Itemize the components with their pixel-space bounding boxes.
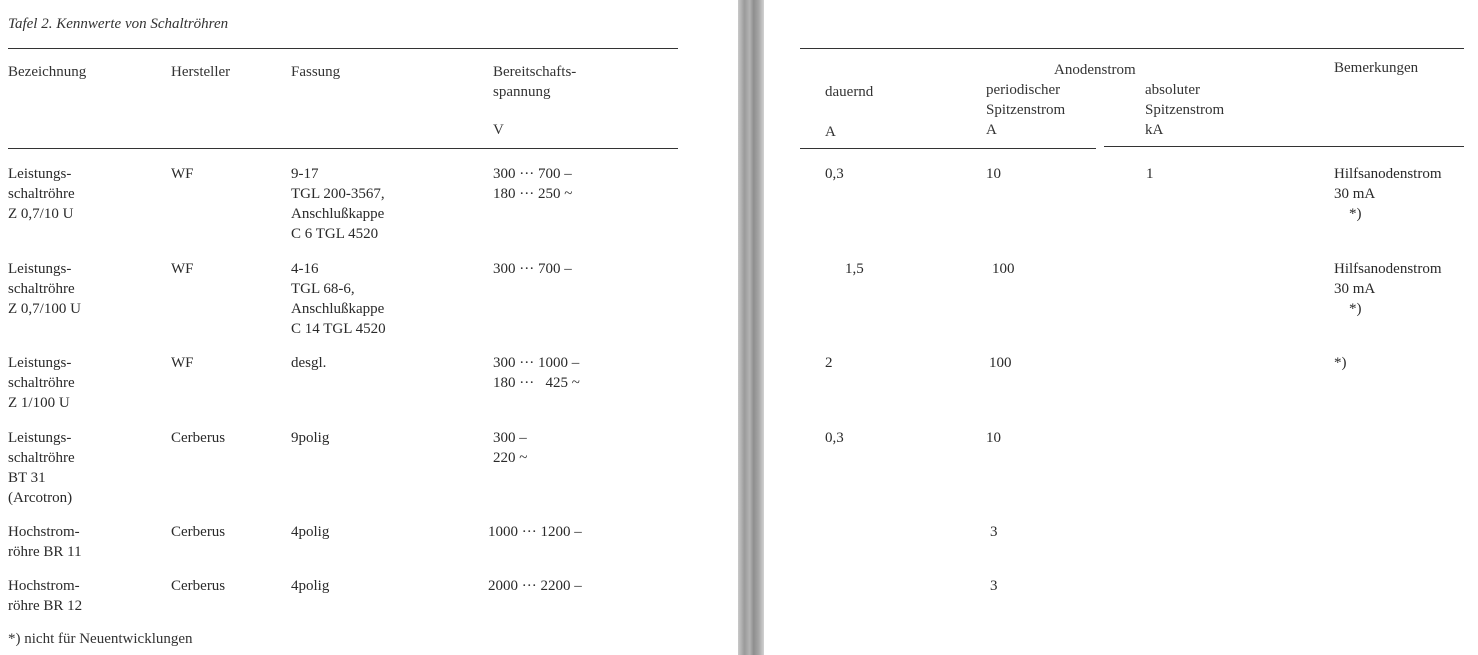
cell-hersteller: Cerberus xyxy=(171,430,226,446)
cell-bezeichnung: Hochstrom- röhre BR 12 xyxy=(8,578,83,614)
header-hersteller: Hersteller xyxy=(171,64,231,80)
cell-hersteller: Cerberus xyxy=(171,524,226,540)
header-spannung-unit: V xyxy=(493,122,504,138)
cell-periodisch: 100 xyxy=(989,355,1012,371)
header-dauernd: dauernd xyxy=(825,84,874,100)
header-anodenstrom: Anodenstrom xyxy=(1054,62,1136,78)
cell-bemerkungen: Hilfsanodenstrom 30 mA *) xyxy=(1334,261,1442,317)
cell-bezeichnung: Leistungs- schaltröhre Z 0,7/100 U xyxy=(8,261,81,317)
cell-periodisch: 100 xyxy=(992,261,1015,277)
cell-absolut: 1 xyxy=(1146,166,1154,182)
cell-fassung: 4-16 TGL 68-6, Anschlußkappe C 14 TGL 4520 xyxy=(291,261,386,337)
cell-bezeichnung: Leistungs- schaltröhre Z 1/100 U xyxy=(8,355,75,411)
cell-spannung: 2000 ··· 2200 – xyxy=(488,578,582,594)
header-dauernd-unit: A xyxy=(825,124,836,140)
cell-hersteller: WF xyxy=(171,166,194,182)
header-spannung: Bereitschafts- spannung xyxy=(493,64,577,100)
cell-bezeichnung: Leistungs- schaltröhre BT 31 (Arcotron) xyxy=(8,430,75,506)
cell-hersteller: WF xyxy=(171,261,194,277)
cell-periodisch: 3 xyxy=(990,524,998,540)
header-bemerkungen: Bemerkungen xyxy=(1334,60,1419,76)
cell-dauernd: 1,5 xyxy=(845,261,864,277)
header-periodisch: periodischer Spitzenstrom xyxy=(986,82,1066,118)
cell-spannung: 300 ··· 1000 – 180 ··· 425 ~ xyxy=(493,355,580,391)
footnote: *) nicht für Neuentwicklungen xyxy=(8,631,193,647)
header-absolut-unit: kA xyxy=(1145,122,1164,138)
header-fassung: Fassung xyxy=(291,64,341,80)
cell-dauernd: 2 xyxy=(825,355,833,371)
cell-fassung: 9-17 TGL 200-3567, Anschlußkappe C 6 TGL 4520 xyxy=(291,166,385,242)
cell-spannung: 300 ··· 700 – xyxy=(493,261,572,277)
cell-periodisch: 10 xyxy=(986,430,1001,446)
header-bezeichnung: Bezeichnung xyxy=(8,64,87,80)
right-top-rule xyxy=(800,48,1464,49)
cell-dauernd: 0,3 xyxy=(825,166,844,182)
cell-spannung: 300 ··· 700 – 180 ··· 250 ~ xyxy=(493,166,573,202)
header-periodisch-unit: A xyxy=(986,122,997,138)
cell-fassung: 4polig xyxy=(291,578,330,594)
cell-periodisch: 10 xyxy=(986,166,1001,182)
cell-bezeichnung: Leistungs- schaltröhre Z 0,7/10 U xyxy=(8,166,75,222)
right-header-rule-1 xyxy=(800,148,1096,149)
cell-hersteller: WF xyxy=(171,355,194,371)
cell-fassung: 9polig xyxy=(291,430,330,446)
header-absolut: absoluter Spitzenstrom xyxy=(1145,82,1225,118)
cell-spannung: 300 – 220 ~ xyxy=(493,430,528,466)
page-title: Tafel 2. Kennwerte von Schaltröhren xyxy=(8,16,229,32)
left-top-rule xyxy=(8,48,678,49)
left-header-rule xyxy=(8,148,678,149)
cell-spannung: 1000 ··· 1200 – xyxy=(488,524,582,540)
right-header-rule-2 xyxy=(1104,146,1464,147)
cell-fassung: 4polig xyxy=(291,524,330,540)
book-gutter xyxy=(738,0,764,655)
cell-periodisch: 3 xyxy=(990,578,998,594)
cell-dauernd: 0,3 xyxy=(825,430,844,446)
cell-bemerkungen: Hilfsanodenstrom 30 mA *) xyxy=(1334,166,1442,222)
cell-hersteller: Cerberus xyxy=(171,578,226,594)
cell-bezeichnung: Hochstrom- röhre BR 11 xyxy=(8,524,82,560)
cell-bemerkungen: *) xyxy=(1334,355,1347,371)
cell-fassung: desgl. xyxy=(291,355,327,371)
